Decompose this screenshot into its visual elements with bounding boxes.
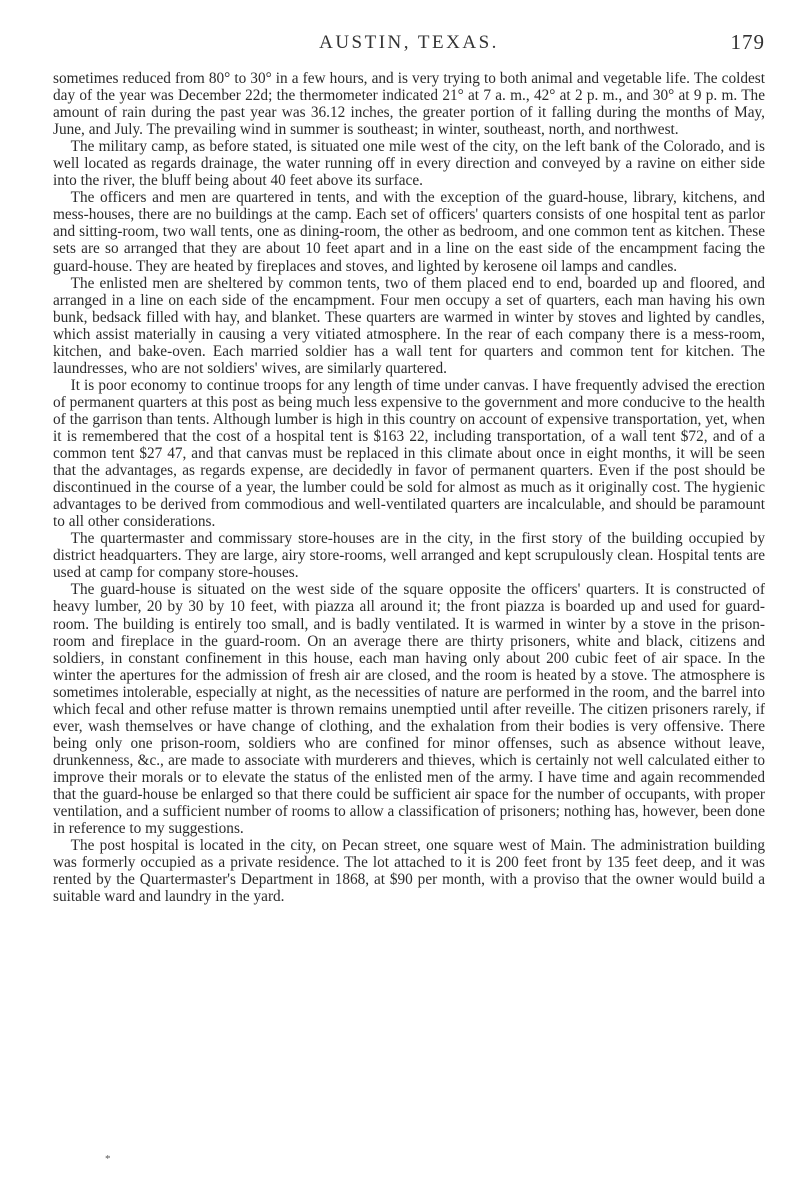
paragraph-military-camp: The military camp, as before stated, is situated one mile west of the city, on the left bank of the Colorado, and is well located as regards drainage, the water running off in every direction and conveyed by a ravine on either side into the river, the bluff being about 40 feet above its surface. xyxy=(53,138,765,190)
signature-mark: * xyxy=(105,1153,111,1165)
paragraph-climate: sometimes reduced from 80° to 30° in a few hours, and is very trying to both animal and vegetable life. The coldest day of the year was December 22d; the thermometer indicated 21° at 7 a. m., 42° at 2 p. m., and 30° at 9 p. m. The amount of rain during the past year was 36.12 inches, the greater portion of it falling during the months of May, June, and July. The prevailing wind in summer is southeast; in winter, southeast, north, and northwest. xyxy=(53,70,765,139)
paragraph-guard-house: The guard-house is situated on the west side of the square opposite the officers' quarters. It is constructed of heavy lumber, 20 by 30 by 10 feet, with piazza all around it; the front piazza is boarded up and used for guard-room. The building is entirely too small, and is badly ventilated. It is warmed in winter by a stove in the prison-room and fireplace in the guard-room. On an average there are thirty prisoners, white and black, citizens and soldiers, in constant confinement in this house, each man having only about 200 cubic feet of air space. In the winter the apertures for the admission of fresh air are closed, and the room is heated by a stove. The atmosphere is sometimes intolerable, especially at night, as the necessities of nature are performed in the room, and the barrel into which fecal and other refuse matter is thrown remains unemptied until after reveille. The citizen prisoners rarely, if ever, wash themselves or have change of clothing, and the exhalation from their bodies is very offensive. There being only one prison-room, soldiers who are confined for minor offenses, such as absence without leave, drunkenness, &c., are made to associate with murderers and thieves, which is certainly not well calculated either to improve their morals or to elevate the status of the enlisted men of the army. I have time and again recommended that the guard-house be enlarged so that there could be sufficient air space for the number of occupants, with proper ventilation, and a sufficient number of rooms to allow a classification of prisoners; nothing has, however, been done in reference to my suggestions. xyxy=(53,581,765,838)
document-page xyxy=(53,0,765,1187)
page-number: 179 xyxy=(730,30,765,54)
paragraph-enlisted-quarters: The enlisted men are sheltered by common tents, two of them placed end to end, boarded up and floored, and arranged in a line on each side of the encampment. Four men occupy a set of quarters, each man having his own bunk, bedsack filled with hay, and blanket. These quarters are warmed in winter by stoves and lighted by candles, which assist materially in causing a very vitiated atmosphere. In the rear of each company there is a mess-room, kitchen, and bake-oven. Each married soldier has a wall tent for quarters and common tent for kitchen. The laundresses, who are not soldiers' wives, are similarly quartered. xyxy=(53,274,765,377)
paragraph-officers-quarters: The officers and men are quartered in tents, and with the exception of the guard-house, library, kitchens, and mess-houses, there are no buildings at the camp. Each set of officers' quarters consists of one hospital tent as parlor and sitting-room, two wall tents, one as dining-room, the other as bedroom, and one common tent as kitchen. These sets are so arranged that they are about 10 feet apart and in a line on the east side of the encampment facing the guard-house. They are heated by fireplaces and stoves, and lighted by kerosene oil lamps and candles. xyxy=(53,189,765,275)
paragraph-post-hospital: The post hospital is located in the city, on Pecan street, one square west of Main. The administration building was formerly occupied as a private residence. The lot attached to it is 200 feet front by 135 feet deep, and it was rented by the Quartermaster's Department in 1868, at $90 per month, with a proviso that the owner would build a suitable ward and laundry in the yard. xyxy=(53,837,765,906)
running-title: AUSTIN, TEXAS. xyxy=(319,32,499,53)
paragraph-economy: It is poor economy to continue troops for any length of time under canvas. I have frequently advised the erection of permanent quarters at this post as being much less expensive to the government and more conducive to the health of the garrison than tents. Although lumber is high in this country on account of expensive transportation, yet, when it is remembered that the cost of a hospital tent is $163 22, including transportation, of a wall tent $72, and of a common tent $27 47, and that canvas must be replaced in this climate about once in eight months, it will be seen that the advantages, as regards expense, are decidedly in favor of permanent quarters. Even if the post should be discontinued in the course of a year, the lumber could be sold for almost as much as it originally cost. The hygienic advantages to be derived from commodious and well-ventilated quarters are incalculable, and should be paramount to all other considerations. xyxy=(53,376,765,531)
running-head xyxy=(53,0,765,64)
body-text xyxy=(53,70,765,905)
paragraph-store-houses: The quartermaster and commissary store-houses are in the city, in the first story of the building occupied by district headquarters. They are large, airy store-rooms, well arranged and kept scrupulously clean. Hospital tents are used at camp for company store-houses. xyxy=(53,530,765,582)
